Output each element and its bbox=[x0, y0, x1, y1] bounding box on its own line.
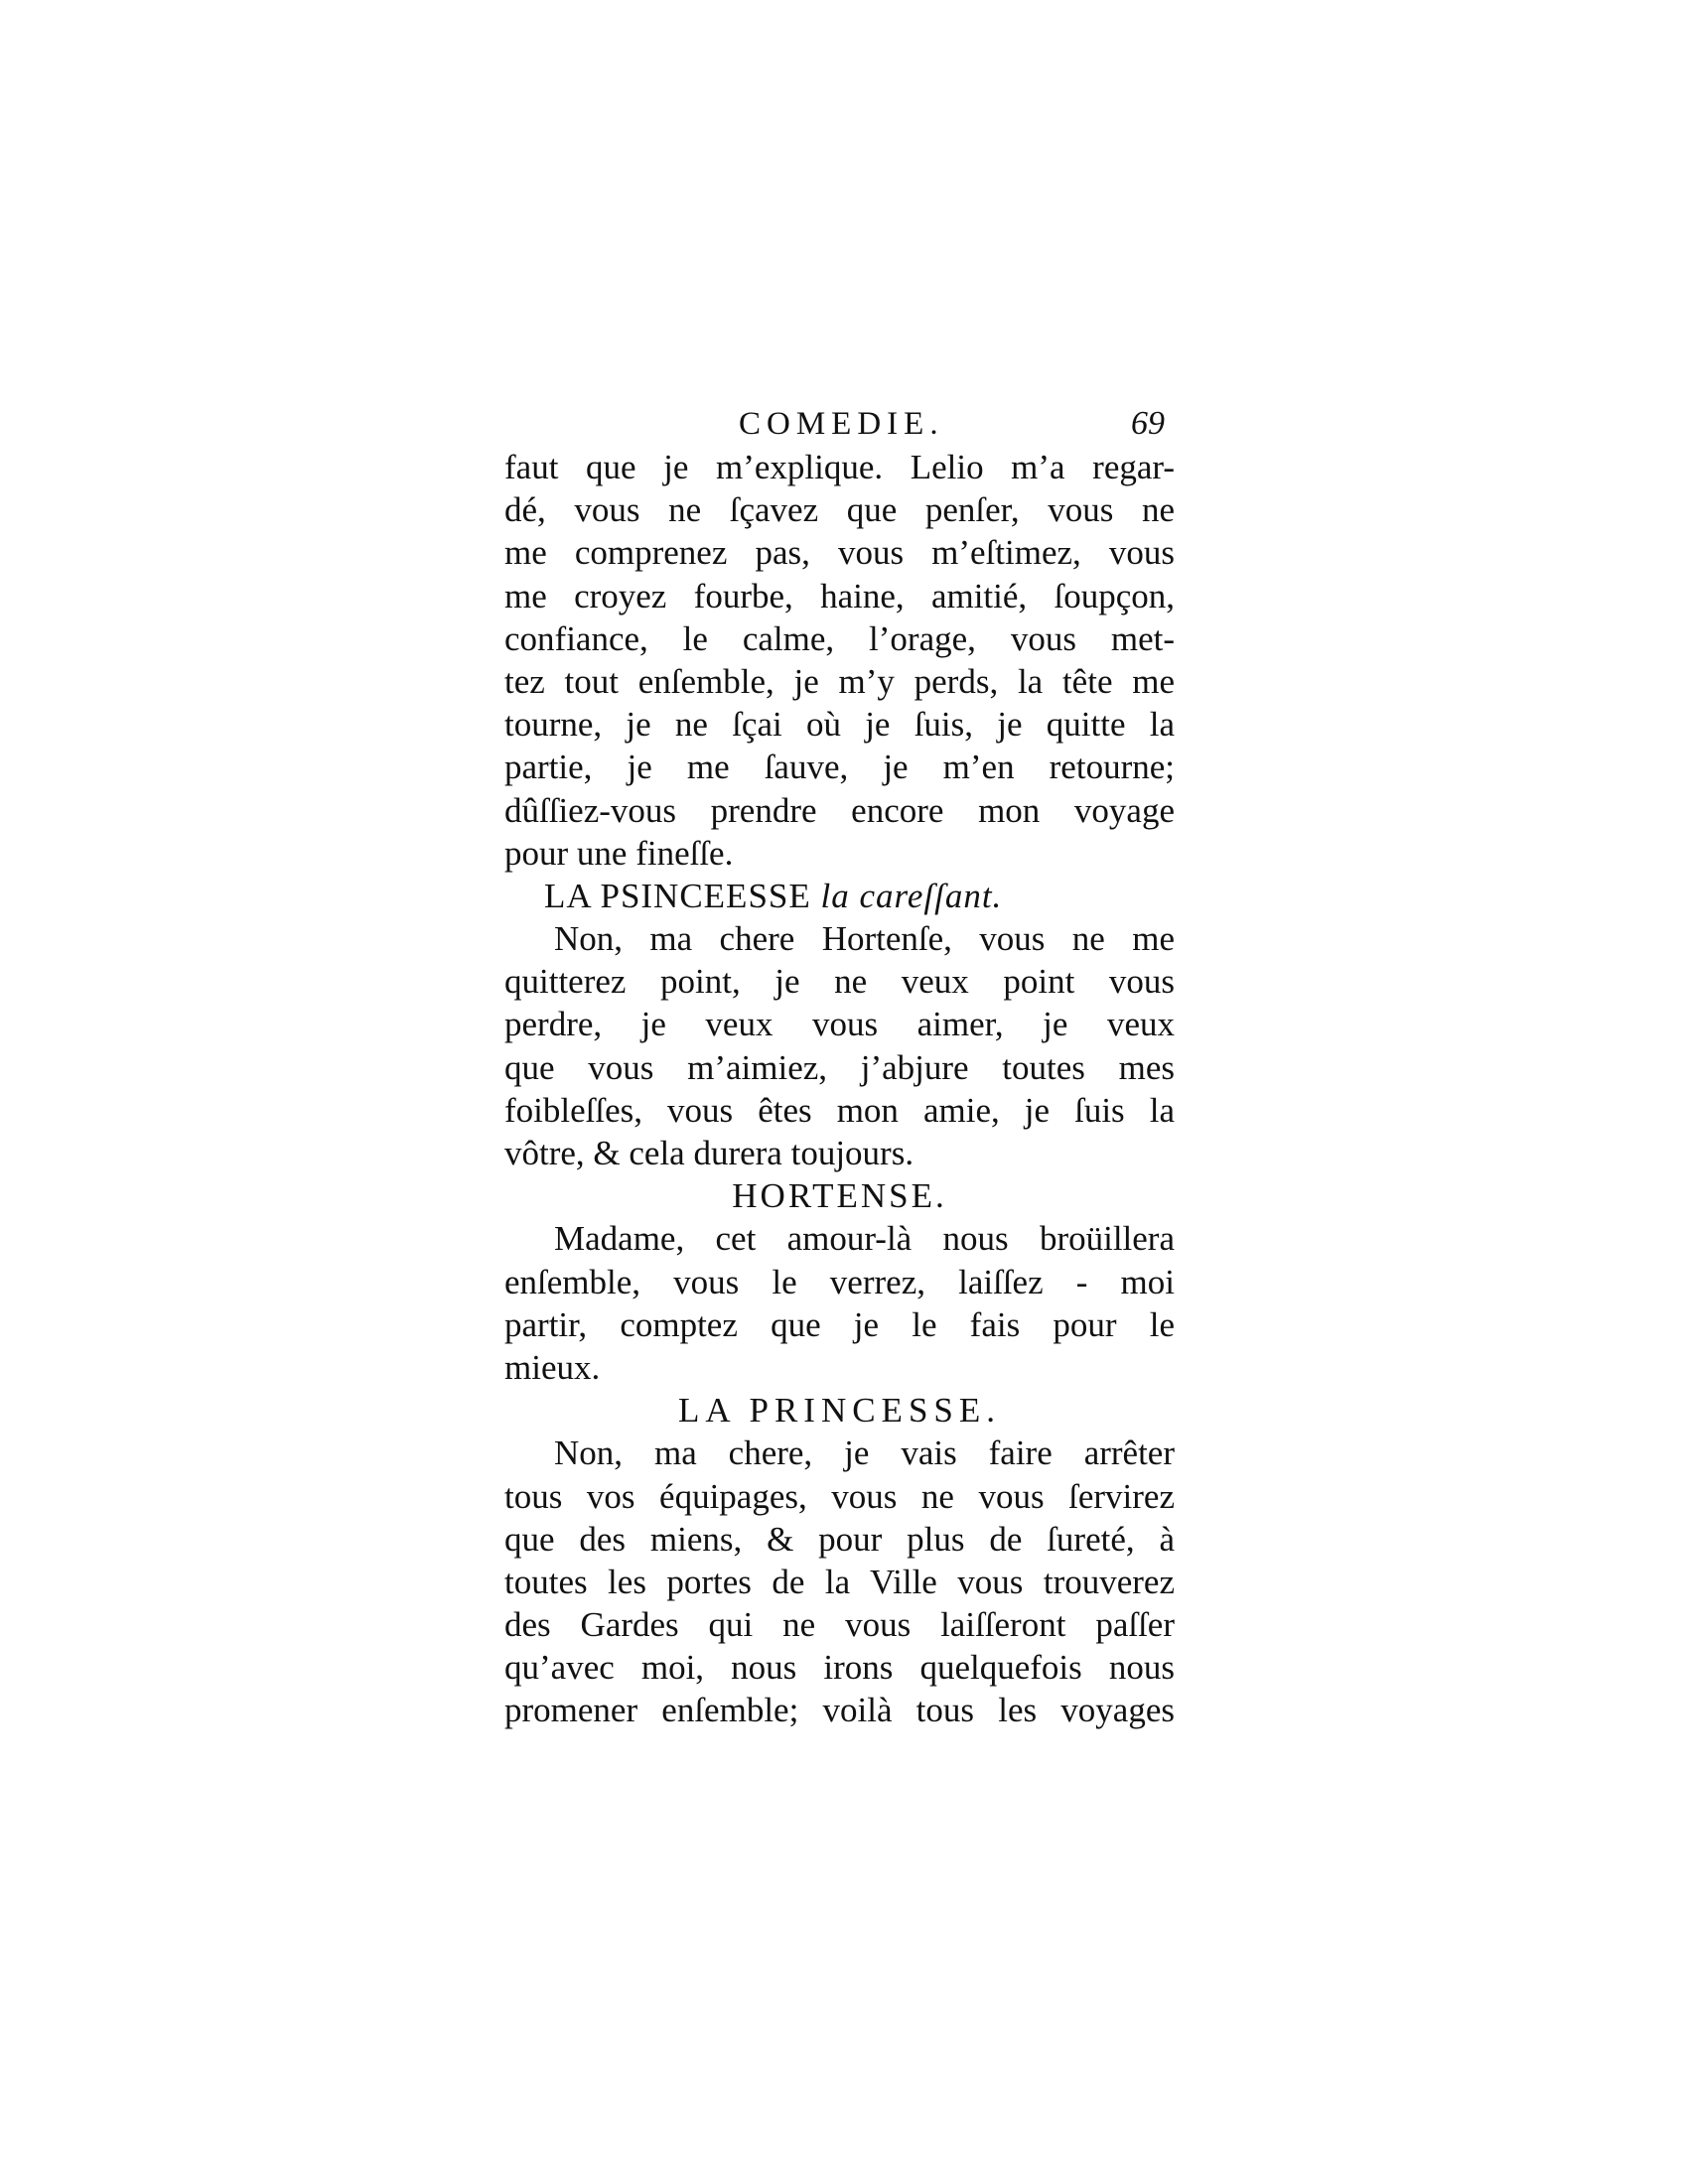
text-line: foibleſſes, vous êtes mon amie, je ſuis la bbox=[504, 1090, 1175, 1130]
text-line: me croyez fourbe, haine, amitié, ſoupçon, bbox=[504, 576, 1175, 615]
text-line: vôtre, & cela durera toujours. bbox=[504, 1134, 914, 1172]
text-line: tourne, je ne ſçai où je ſuis, je quitte la bbox=[504, 705, 1175, 745]
speech-passage-3 bbox=[504, 1217, 1175, 1389]
text-line: pour une fineſſe. bbox=[504, 833, 734, 873]
text-line: des Gardes qui ne vous laiſſeront paſſer bbox=[504, 1605, 1175, 1645]
speaker-heading bbox=[504, 875, 1175, 917]
text-line: dûſſiez-vous prendre encore mon voyage bbox=[504, 790, 1175, 830]
page-number: 69 bbox=[1131, 405, 1165, 442]
text-line: tous vos équipages, vous ne vous ſervirez bbox=[504, 1476, 1175, 1516]
text-line: promener enſemble; voilà tous les voyages bbox=[504, 1691, 1175, 1730]
speaker-heading: HORTENSE. bbox=[732, 1176, 947, 1216]
speech-passage-1 bbox=[504, 446, 1175, 875]
text-line: enſemble, vous le verrez, laiſſez - moi bbox=[504, 1262, 1175, 1301]
text-line: faut que je m’explique. Lelio m’a regar- bbox=[504, 448, 1175, 486]
text-block bbox=[504, 402, 1175, 1732]
text-line: partir, comptez que je le fais pour le bbox=[504, 1304, 1175, 1344]
text-line: me comprenez pas, vous m’eſtimez, vous bbox=[504, 533, 1175, 573]
text-line: confiance, le calme, l’orage, vous met- bbox=[504, 618, 1175, 658]
text-line: que vous m’aimiez, j’abjure toutes mes bbox=[504, 1047, 1175, 1087]
text-line: toutes les portes de la Ville vous trouverez bbox=[504, 1562, 1175, 1601]
text-line: partie, je me ſauve, je m’en retourne; bbox=[504, 748, 1175, 787]
running-title: COMEDIE. bbox=[739, 406, 944, 442]
text-line: qu’avec moi, nous irons quelquefois nous bbox=[504, 1648, 1175, 1688]
speaker-heading: LA PRINCESSE. bbox=[678, 1391, 1001, 1431]
speech-passage-2 bbox=[504, 917, 1175, 1174]
text-line: Non, ma chere, je vais faire arrêter bbox=[554, 1433, 1175, 1473]
running-head bbox=[504, 402, 1175, 446]
text-line: Non, ma chere Hortenſe, vous ne me bbox=[554, 919, 1175, 959]
text-line: Madame, cet amour-là nous broüillera bbox=[554, 1219, 1175, 1259]
text-line: quitterez point, je ne veux point vous bbox=[504, 962, 1175, 1002]
speaker-name: LA PSINCEESSE bbox=[544, 876, 811, 915]
text-line: que des miens, & pour plus de ſureté, à bbox=[504, 1519, 1175, 1559]
text-line: perdre, je veux vous aimer, je veux bbox=[504, 1005, 1175, 1044]
speech-passage-4 bbox=[504, 1432, 1175, 1731]
text-line: mieux. bbox=[504, 1347, 601, 1387]
text-line: dé, vous ne ſçavez que penſer, vous ne bbox=[504, 490, 1175, 530]
text-line: tez tout enſemble, je m’y perds, la tête me bbox=[504, 661, 1175, 701]
stage-direction: la careſſant. bbox=[820, 876, 1003, 915]
